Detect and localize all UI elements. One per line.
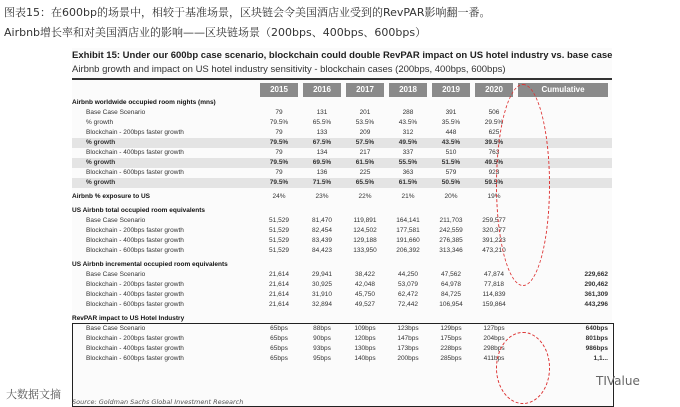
table-cell: 313,346 xyxy=(439,247,463,254)
caption-line-2: Airbnb增长率和对美国酒店业的影响——区块链场景（200bps、400bps、600bps） xyxy=(4,26,427,39)
table-cell: 217 xyxy=(359,149,371,156)
row-label: RevPAR impact to US Hotel Industry xyxy=(72,315,185,322)
table-cell: 285bps xyxy=(440,355,462,362)
table-cell: 88bps xyxy=(313,325,331,332)
table-cell: 43.5% xyxy=(441,139,461,146)
row-label: % growth xyxy=(86,119,114,126)
year-2020: 2020 xyxy=(475,83,513,97)
table-cell: 51,529 xyxy=(269,247,289,254)
exhibit-title: Exhibit 15: Under our 600bp case scenario, blockchain could double RevPAR impact on US hotel industry vs. base case xyxy=(72,50,613,61)
table-cell: 29.5% xyxy=(484,119,504,126)
table-cell: 206,392 xyxy=(396,247,420,254)
table-cell: 29,941 xyxy=(312,271,332,278)
row-label: Blockchain - 400bps faster growth xyxy=(86,237,184,244)
table-cell: 79 xyxy=(275,169,283,176)
table-cell: 49,527 xyxy=(355,301,375,308)
table-cell: 288 xyxy=(402,109,414,116)
source-note: Source: Goldman Sachs Global Investment Research xyxy=(72,398,244,406)
table-cell: 79.5% xyxy=(269,119,289,126)
table-cell: 136 xyxy=(316,169,328,176)
table-cell: 21,614 xyxy=(269,301,289,308)
table-cell: 625 xyxy=(488,129,500,136)
table-cell: 83,439 xyxy=(312,237,332,244)
table-cell: 38,422 xyxy=(355,271,375,278)
table-row xyxy=(72,300,612,310)
row-label: Blockchain - 200bps faster growth xyxy=(86,281,184,288)
table-cell: 131 xyxy=(316,109,328,116)
table-cell: 130bps xyxy=(354,345,376,352)
table-cell: 411bps xyxy=(483,355,505,362)
row-label: US Airbnb incremental occupied room equivalents xyxy=(72,261,228,268)
cumulative-cell: 361,309 xyxy=(584,291,608,298)
table-cell: 90bps xyxy=(313,335,331,342)
row-label: % growth xyxy=(86,179,116,186)
year-2019: 2019 xyxy=(432,83,470,97)
table-cell: 49.5% xyxy=(398,139,418,146)
table-cell: 82,454 xyxy=(312,227,332,234)
cumulative-cell: 801bps xyxy=(585,335,608,342)
table-cell: 109bps xyxy=(354,325,376,332)
table-cell: 79.5% xyxy=(269,159,289,166)
table-cell: 204bps xyxy=(483,335,505,342)
row-label: Blockchain - 400bps faster growth xyxy=(86,149,184,156)
table-cell: 133 xyxy=(316,129,328,136)
table-cell: 79 xyxy=(275,129,283,136)
table-cell: 43.5% xyxy=(398,119,418,126)
table-cell: 65bps xyxy=(270,345,288,352)
table-cell: 79.5% xyxy=(269,179,289,186)
table-cell: 276,385 xyxy=(439,237,463,244)
table-cell: 106,954 xyxy=(439,301,463,308)
table-cell: 69.5% xyxy=(312,159,332,166)
table-cell: 79 xyxy=(275,109,283,116)
table-cell: 84,725 xyxy=(441,291,461,298)
table-cell: 72,442 xyxy=(398,301,418,308)
row-label: Base Case Scenario xyxy=(86,271,146,278)
table-cell: 50.5% xyxy=(441,179,461,186)
table-cell: 84,423 xyxy=(312,247,332,254)
table-cell: 147bps xyxy=(397,335,419,342)
table-cell: 61.5% xyxy=(398,179,418,186)
row-label: Base Case Scenario xyxy=(86,217,146,224)
year-2015: 2015 xyxy=(260,83,298,97)
row-label: Base Case Scenario xyxy=(86,109,146,116)
table-cell: 65bps xyxy=(270,325,288,332)
table-cell: 22% xyxy=(358,193,372,200)
table-cell: 209 xyxy=(359,129,371,136)
table-cell: 71.5% xyxy=(312,179,332,186)
table-cell: 44,250 xyxy=(398,271,418,278)
row-label: US Airbnb total occupied room equivalents xyxy=(72,207,206,214)
table-cell: 159,864 xyxy=(482,301,506,308)
table-cell: 579 xyxy=(445,169,457,176)
table-cell: 448 xyxy=(445,129,457,136)
highlight-oval-2020 xyxy=(496,84,550,286)
watermark-right: TIValue xyxy=(596,374,640,388)
table-cell: 363 xyxy=(402,169,414,176)
table-cell: 200bps xyxy=(397,355,419,362)
row-label: Blockchain - 400bps faster growth xyxy=(86,291,184,298)
row-label: Blockchain - 600bps faster growth xyxy=(86,301,184,308)
table-cell: 175bps xyxy=(440,335,462,342)
table-cell: 57.5% xyxy=(355,139,375,146)
table-cell: 79.5% xyxy=(269,139,289,146)
table-cell: 51.5% xyxy=(441,159,461,166)
cumulative-cell: 640bps xyxy=(585,325,608,332)
year-cumulative: Cumulative xyxy=(518,83,608,97)
year-2018: 2018 xyxy=(389,83,427,97)
table-cell: 39.5% xyxy=(484,139,504,146)
year-2017: 2017 xyxy=(346,83,384,97)
table-cell: 123bps xyxy=(397,325,419,332)
exhibit-table-image xyxy=(72,48,612,406)
table-cell: 61.5% xyxy=(355,159,375,166)
table-cell: 298bps xyxy=(483,345,505,352)
row-label: Airbnb worldwide occupied room nights (mns) xyxy=(72,99,216,106)
table-cell: 201 xyxy=(359,109,371,116)
table-cell: 47,874 xyxy=(484,271,504,278)
table-cell: 62,472 xyxy=(398,291,418,298)
table-cell: 42,048 xyxy=(355,281,375,288)
row-label: Blockchain - 600bps faster growth xyxy=(86,247,184,254)
table-cell: 30,925 xyxy=(312,281,332,288)
table-cell: 473,210 xyxy=(482,247,506,254)
table-cell: 24% xyxy=(272,193,286,200)
table-cell: 79 xyxy=(275,149,283,156)
table-cell: 81,470 xyxy=(312,217,332,224)
table-cell: 20% xyxy=(444,193,458,200)
table-cell: 242,559 xyxy=(439,227,463,234)
table-cell: 31,910 xyxy=(312,291,332,298)
table-cell: 65bps xyxy=(270,335,288,342)
table-cell: 177,581 xyxy=(396,227,420,234)
table-cell: 510 xyxy=(445,149,457,156)
table-cell: 93bps xyxy=(313,345,331,352)
row-label: % growth xyxy=(86,139,116,146)
table-cell: 65.5% xyxy=(312,119,332,126)
table-cell: 191,660 xyxy=(396,237,420,244)
table-cell: 129bps xyxy=(440,325,462,332)
table-cell: 134 xyxy=(316,149,328,156)
table-cell: 120bps xyxy=(354,335,376,342)
row-label: Blockchain - 600bps faster growth xyxy=(86,169,184,176)
row-label: Blockchain - 200bps faster growth xyxy=(86,335,184,342)
table-cell: 337 xyxy=(402,149,414,156)
highlight-oval-2020-revpar xyxy=(496,332,550,404)
row-label: Blockchain - 600bps faster growth xyxy=(86,355,184,362)
table-cell: 312 xyxy=(402,129,414,136)
cumulative-cell: 1,1... xyxy=(593,355,608,362)
table-cell: 763 xyxy=(488,149,500,156)
table-cell: 32,894 xyxy=(312,301,332,308)
table-cell: 95bps xyxy=(313,355,331,362)
table-cell: 173bps xyxy=(397,345,419,352)
table-cell: 140bps xyxy=(354,355,376,362)
row-label: Blockchain - 400bps faster growth xyxy=(86,345,184,352)
title-rule xyxy=(72,78,612,80)
table-cell: 127bps xyxy=(483,325,505,332)
table-cell: 47,562 xyxy=(441,271,461,278)
table-cell: 55.5% xyxy=(398,159,418,166)
row-label: Blockchain - 200bps faster growth xyxy=(86,227,184,234)
table-cell: 45,750 xyxy=(355,291,375,298)
table-cell: 225 xyxy=(359,169,371,176)
table-cell: 77,818 xyxy=(484,281,504,288)
table-cell: 21,614 xyxy=(269,291,289,298)
table-cell: 211,703 xyxy=(439,217,463,224)
table-cell: 51,529 xyxy=(269,217,289,224)
row-label: Blockchain - 200bps faster growth xyxy=(86,129,184,136)
table-cell: 228bps xyxy=(440,345,462,352)
row-label: % growth xyxy=(86,159,116,166)
table-row xyxy=(72,280,612,290)
table-cell: 320,377 xyxy=(482,227,506,234)
cumulative-cell: 443,296 xyxy=(584,301,608,308)
table-cell: 391,223 xyxy=(482,237,506,244)
table-cell: 923 xyxy=(488,169,500,176)
table-cell: 506 xyxy=(488,109,500,116)
table-cell: 23% xyxy=(315,193,329,200)
table-cell: 259,577 xyxy=(482,217,506,224)
table-cell: 53.5% xyxy=(355,119,375,126)
cumulative-cell: 229,662 xyxy=(584,271,608,278)
table-cell: 129,188 xyxy=(353,237,377,244)
table-cell: 51,529 xyxy=(269,227,289,234)
table-cell: 124,502 xyxy=(353,227,377,234)
row-label: Base Case Scenario xyxy=(86,325,146,332)
table-cell: 51,529 xyxy=(269,237,289,244)
table-cell: 19% xyxy=(487,193,501,200)
table-row xyxy=(72,290,612,300)
table-cell: 65.5% xyxy=(355,179,375,186)
table-cell: 49.5% xyxy=(484,159,504,166)
table-cell: 164,141 xyxy=(396,217,420,224)
table-cell: 391 xyxy=(445,109,457,116)
table-cell: 114,839 xyxy=(482,291,506,298)
table-cell: 65bps xyxy=(270,355,288,362)
caption-line-1: 图表15：在600bp的场景中，相较于基准场景，区块链会令美国酒店业受到的RevPAR影响翻一番。 xyxy=(4,6,491,19)
table-cell: 35.5% xyxy=(441,119,461,126)
table-cell: 67.5% xyxy=(312,139,332,146)
year-2016: 2016 xyxy=(303,83,341,97)
table-cell: 53,079 xyxy=(398,281,418,288)
table-cell: 64,978 xyxy=(441,281,461,288)
row-label: Airbnb % exposure to US xyxy=(72,193,151,200)
table-cell: 59.5% xyxy=(484,179,504,186)
table-cell: 21,614 xyxy=(269,271,289,278)
exhibit-subtitle: Airbnb growth and impact on US hotel industry sensitivity - blockchain cases (200bps, 400bps, 600bps) xyxy=(72,64,506,75)
cumulative-cell: 290,462 xyxy=(584,281,608,288)
table-cell: 21,614 xyxy=(269,281,289,288)
table-cell: 133,950 xyxy=(353,247,377,254)
table-cell: 119,891 xyxy=(353,217,377,224)
table-cell: 21% xyxy=(401,193,415,200)
watermark-left: 大数据文摘 xyxy=(6,388,61,401)
cumulative-cell: 986bps xyxy=(585,345,608,352)
